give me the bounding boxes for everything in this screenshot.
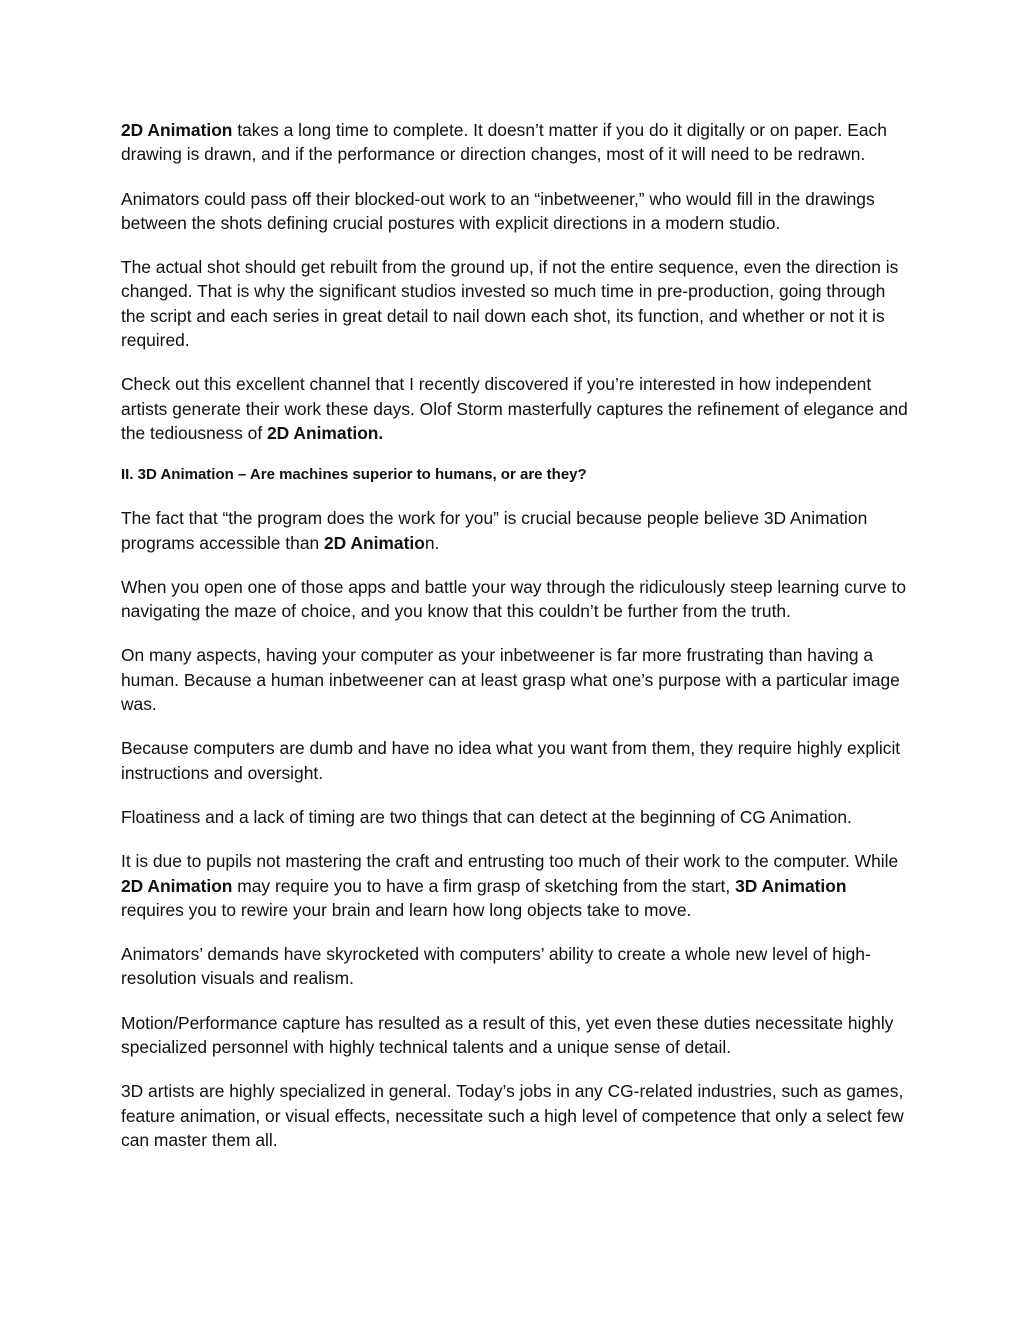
paragraph (121, 849, 911, 922)
section-heading (121, 465, 911, 485)
paragraph-text: 3D artists are highly specialized in general. Today’s jobs in any CG-related industries, such as games, feature animation, or visual effects, necessitate such a high level of competence that only a select few can master them all. (121, 1081, 904, 1150)
paragraph (121, 118, 911, 167)
paragraph (121, 575, 911, 624)
paragraph-text: Motion/Performance capture has resulted as a result of this, yet even these duties necessitate highly specialized personnel with highly technical talents and a unique sense of detail. (121, 1012, 894, 1058)
paragraph-text: requires you to rewire your brain and learn how long objects take to move. (121, 899, 692, 920)
paragraph (121, 805, 911, 829)
bold-term: 2D Animatio (324, 532, 425, 553)
paragraph (121, 643, 911, 716)
paragraph-text: takes a long time to complete. It doesn’t matter if you do it digitally or on paper. Each drawing is drawn, and if the performance or direction changes, most of it will need to be redrawn. (121, 120, 887, 165)
paragraph-text: It is due to pupils not mastering the craft and entrusting too much of their work to the computer. While (121, 851, 899, 872)
paragraph (121, 506, 911, 555)
paragraph (121, 187, 911, 236)
bold-term: 3D Animation (735, 875, 847, 896)
paragraph (121, 1011, 911, 1060)
paragraph-text: Floatiness and a lack of timing are two things that can detect at the beginning of CG Animation. (121, 806, 852, 827)
bold-term: 2D Animation (121, 875, 233, 896)
paragraph-text: Because computers are dumb and have no idea what you want from them, they require highly explicit instructions and oversight. (121, 738, 901, 783)
paragraph-text: Animators’ demands have skyrocketed with computers’ ability to create a whole new level of high-resolution visuals and realism. (121, 944, 871, 989)
section-heading-text: II. 3D Animation – Are machines superior to humans, or are they? (121, 466, 587, 484)
paragraph-text: The fact that “the program does the work for you” is crucial because people believe 3D Animation programs accessible than (121, 508, 868, 553)
paragraph-text: The actual shot should get rebuilt from the ground up, if not the entire sequence, even the direction is changed. That is why the significant studios invested so much time in pre-production, going through the script and each series in great detail to nail down each shot, its function, and whether or not it is required. (121, 257, 899, 351)
paragraph-text: When you open one of those apps and battle your way through the ridiculously steep learning curve to navigating the maze of choice, and you know that this couldn’t be further from the truth. (121, 576, 907, 622)
paragraph (121, 1079, 911, 1152)
paragraph-text: may require you to have a firm grasp of sketching from the start, (232, 875, 736, 896)
paragraph-text: Animators could pass off their blocked-out work to an “inbetweener,” who would fill in the drawings between the shots defining crucial postures with explicit directions in a modern studio. (121, 188, 875, 233)
paragraph (121, 255, 911, 352)
document-page (121, 118, 911, 1172)
paragraph-text: n. (424, 532, 440, 553)
paragraph (121, 942, 911, 991)
paragraph (121, 372, 911, 445)
paragraph-text: On many aspects, having your computer as your inbetweener is far more frustrating than having a human. Because a human inbetweener can at least grasp what one’s purpose with a particular image was. (121, 645, 900, 715)
paragraph (121, 736, 911, 785)
bold-term: 2D Animation. (267, 422, 384, 443)
paragraph-text: Check out this excellent channel that I recently discovered if you’re interested in how independent artists generate their work these days. Olof Storm masterfully captures the refinement of elegance and the tediousness of (121, 374, 908, 443)
bold-term: 2D Animation (121, 120, 233, 140)
